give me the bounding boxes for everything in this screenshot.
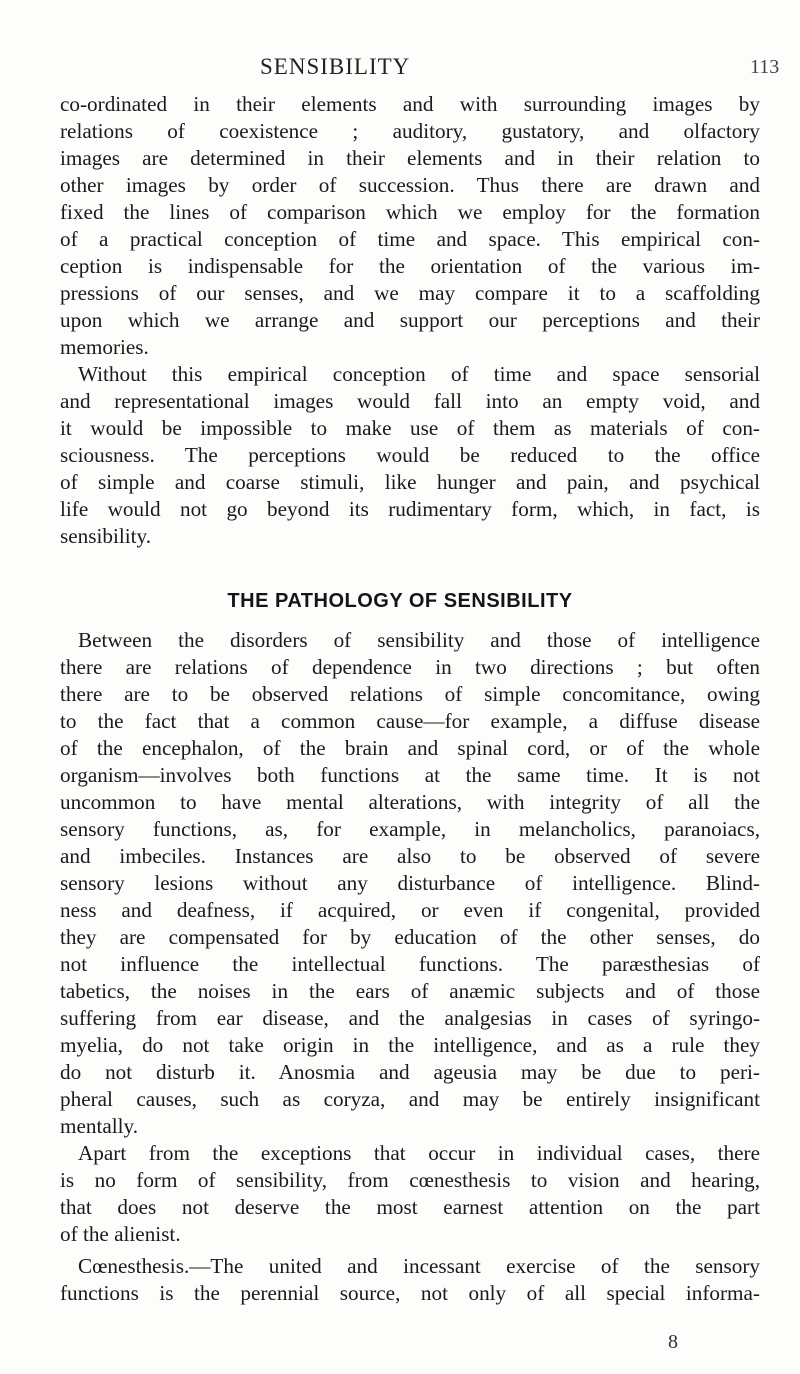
text-line: there are relations of dependence in two directions ; but often — [60, 655, 760, 679]
text-line: of the encephalon, of the brain and spinal cord, or of the whole — [60, 736, 760, 760]
text-line: sensory functions, as, for example, in melancholics, paranoiacs, — [60, 817, 760, 841]
text-line: sensibility. — [60, 524, 152, 548]
text-line: co-ordinated in their elements and with surrounding images by — [60, 92, 760, 116]
text-line: tabetics, the noises in the ears of anæmic subjects and of those — [60, 979, 760, 1003]
text-line: sciousness. The perceptions would be reduced to the office — [60, 443, 760, 467]
text-line: Without this empirical conception of time and space sensorial — [78, 362, 760, 386]
page-number: 113 — [750, 56, 780, 78]
signature-mark: 8 — [668, 1331, 678, 1353]
running-title: SENSIBILITY — [260, 54, 411, 79]
text-line: Between the disorders of sensibility and those of intelligence — [78, 628, 760, 652]
text-line: mentally. — [60, 1114, 139, 1138]
running-head — [0, 54, 800, 84]
text-line: and representational images would fall into an empty void, and — [60, 389, 760, 413]
text-line: they are compensated for by education of the other senses, do — [60, 925, 760, 949]
text-line: myelia, do not take origin in the intelligence, and as a rule they — [60, 1033, 760, 1057]
text-line: life would not go beyond its rudimentary form, which, in fact, is — [60, 497, 760, 521]
text-line-rest: —The united and incessant exercise of the sensory — [189, 1254, 760, 1278]
text-line: pheral causes, such as coryza, and may be entirely insignificant — [60, 1087, 760, 1111]
text-line: there are to be observed relations of simple concomitance, owing — [60, 682, 760, 706]
text-line: functions is the perennial source, not only of all special informa- — [60, 1281, 760, 1305]
text-line: and imbeciles. Instances are also to be observed of severe — [60, 844, 760, 868]
text-line: sensory lesions without any disturbance of intelligence. Blind- — [60, 871, 760, 895]
text-line: memories. — [60, 335, 149, 359]
section-heading: THE PATHOLOGY OF SENSIBILITY — [227, 590, 573, 612]
run-in-term: Cœnesthesis. — [78, 1254, 190, 1278]
text-line — [78, 1254, 760, 1278]
text-line: Apart from the exceptions that occur in individual cases, there — [78, 1141, 760, 1165]
text-line: ness and deafness, if acquired, or even if congenital, provided — [60, 898, 760, 922]
text-line: do not disturb it. Anosmia and ageusia may be due to peri- — [60, 1060, 760, 1084]
text-line: pressions of our senses, and we may compare it to a scaffolding — [60, 281, 760, 305]
text-line: relations of coexistence ; auditory, gustatory, and olfactory — [60, 119, 760, 143]
text-line: other images by order of succession. Thus there are drawn and — [60, 173, 760, 197]
text-line: is no form of sensibility, from cœnesthesis to vision and hearing, — [60, 1168, 760, 1192]
text-line: it would be impossible to make use of them as materials of con- — [60, 416, 760, 440]
text-line: images are determined in their elements and in their relation to — [60, 146, 760, 170]
text-line: of a practical conception of time and space. This empirical con- — [60, 227, 760, 251]
text-line: of the alienist. — [60, 1222, 181, 1246]
text-line: uncommon to have mental alterations, with integrity of all the — [60, 790, 760, 814]
text-line: of simple and coarse stimuli, like hunger and pain, and psychical — [60, 470, 760, 494]
text-line: upon which we arrange and support our perceptions and their — [60, 308, 760, 332]
text-line: suffering from ear disease, and the analgesias in cases of syringo- — [60, 1006, 760, 1030]
text-line: that does not deserve the most earnest attention on the part — [60, 1195, 760, 1219]
text-line: organism—involves both functions at the same time. It is not — [60, 763, 760, 787]
text-line: not influence the intellectual functions. The paræsthesias of — [60, 952, 760, 976]
text-line: to the fact that a common cause—for example, a diffuse disease — [60, 709, 760, 733]
text-line: fixed the lines of comparison which we employ for the formation — [60, 200, 760, 224]
text-line: ception is indispensable for the orientation of the various im- — [60, 254, 760, 278]
